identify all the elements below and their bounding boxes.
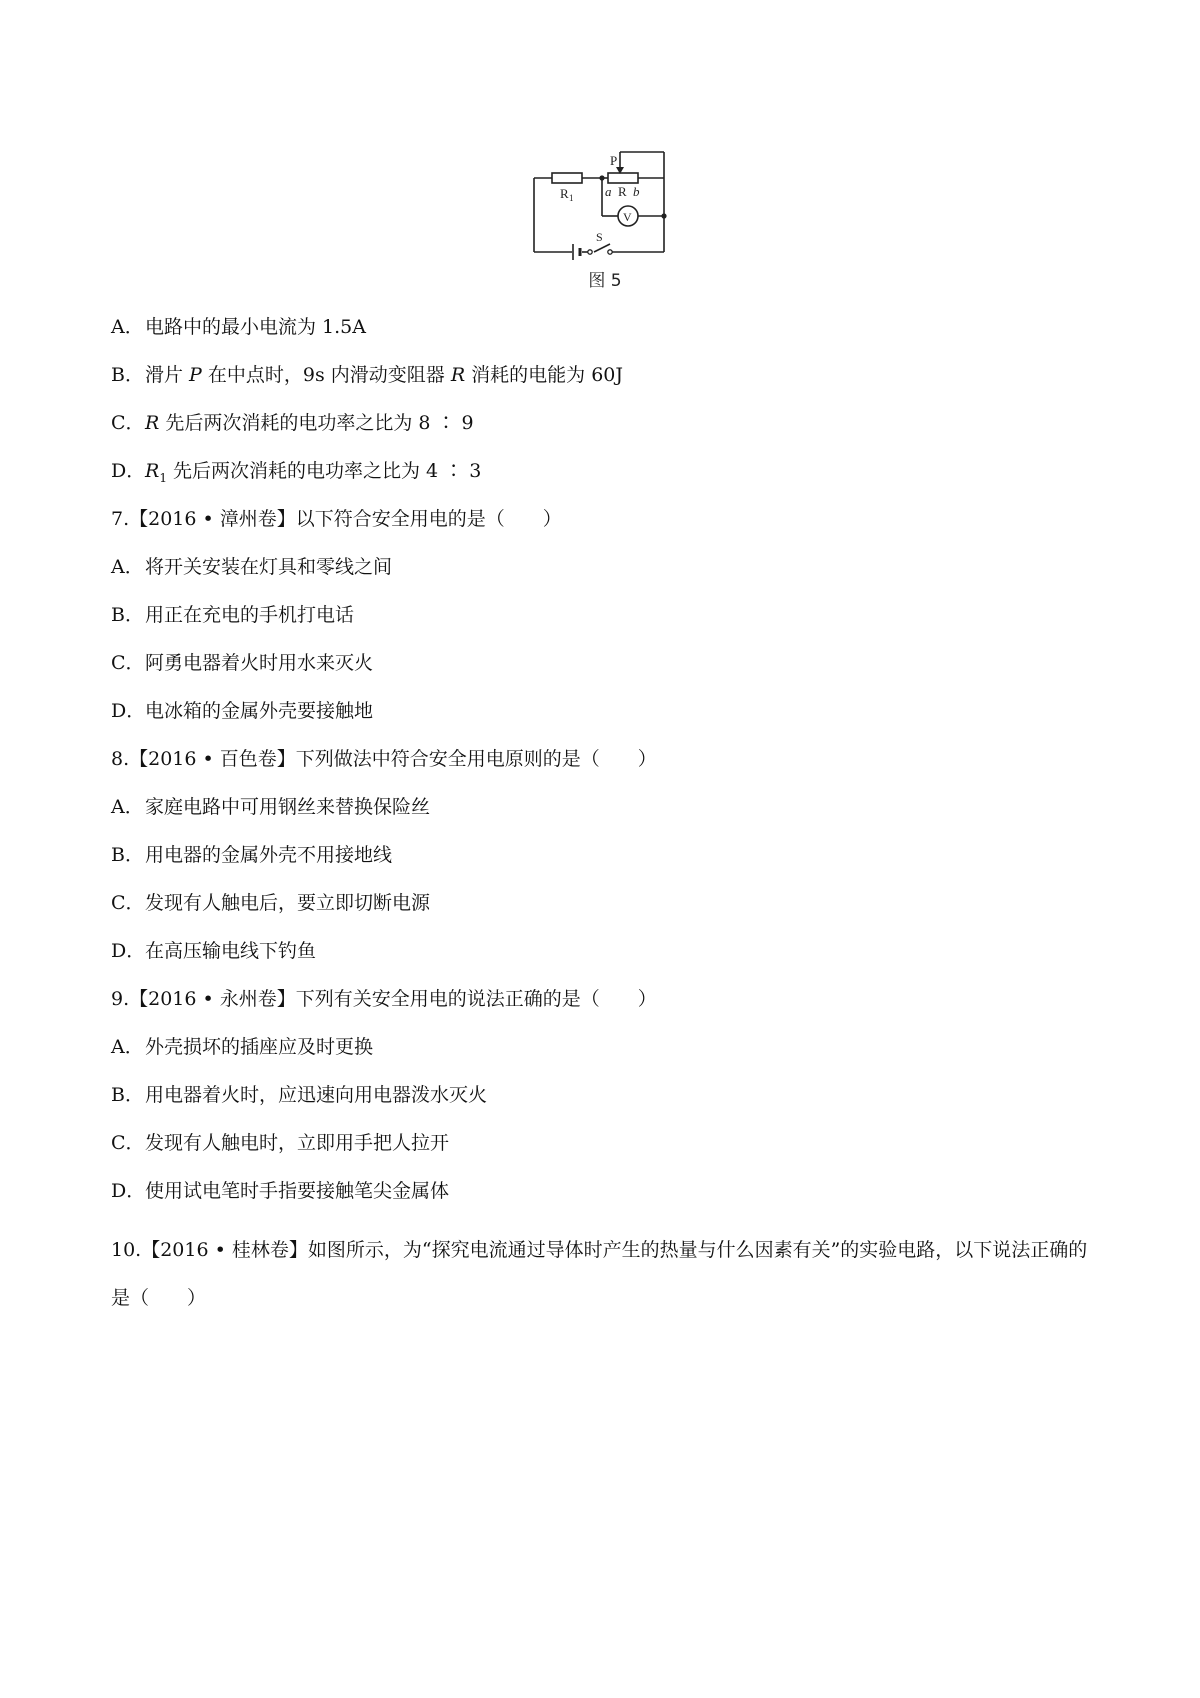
option-text: 电冰箱的金属外壳要接触地	[145, 700, 374, 722]
option-label: B．	[111, 844, 144, 866]
option-text-part: 滑片	[145, 364, 190, 386]
option-label: D．	[111, 700, 146, 722]
q8-option-d	[111, 938, 316, 964]
option-text-part: 先后两次消耗的电功率之比为 8 ∶ 9	[159, 412, 474, 434]
option-text-part: 消耗的电能为 60J	[465, 364, 623, 386]
variable-r: R	[450, 364, 466, 386]
option-label: C．	[111, 1132, 145, 1154]
option-text: 阿勇电器着火时用水来灭火	[145, 652, 374, 674]
label-v: V	[623, 210, 632, 224]
option-label: B．	[111, 1084, 144, 1106]
q8-option-c	[111, 890, 430, 916]
option-label: B．	[111, 364, 144, 386]
option-label: D．	[111, 940, 146, 962]
variable-r1: R	[145, 460, 160, 482]
option-label: A．	[111, 316, 144, 338]
rheostat-r	[608, 173, 638, 183]
option-label: C．	[111, 892, 145, 914]
q8-stem: 8.【2016 • 百色卷】下列做法中符合安全用电原则的是（ ）	[111, 748, 657, 770]
option-text: 在高压输电线下钓鱼	[145, 940, 317, 962]
figure-caption: 图 5	[588, 271, 622, 291]
q6-option-c	[111, 410, 474, 436]
q6-option-b	[111, 362, 623, 388]
option-text: 用电器的金属外壳不用接地线	[145, 844, 393, 866]
label-r1: R	[560, 186, 569, 201]
q7-option-c	[111, 650, 373, 676]
q9-stem: 9.【2016 • 永州卷】下列有关安全用电的说法正确的是（ ）	[111, 988, 657, 1010]
option-label: D．	[111, 460, 146, 482]
option-text-part: 在中点时，9s 内滑动变阻器	[201, 364, 451, 386]
label-b: b	[633, 184, 640, 199]
q9-option-d	[111, 1178, 449, 1204]
option-label: A．	[111, 1036, 144, 1058]
variable-r: R	[145, 412, 160, 434]
q9-option-b	[111, 1082, 487, 1108]
option-text: 发现有人触电后，要立即切断电源	[145, 892, 431, 914]
q7-option-b	[111, 602, 354, 628]
option-label: C．	[111, 412, 145, 434]
label-s: S	[596, 230, 603, 244]
q6-option-a	[111, 314, 366, 340]
option-text: 家庭电路中可用钢丝来替换保险丝	[145, 796, 431, 818]
q9-option-a	[111, 1034, 373, 1060]
option-text: 将开关安装在灯具和零线之间	[145, 556, 393, 578]
option-label: A．	[111, 796, 144, 818]
option-text: 用电器着火时，应迅速向用电器泼水灭火	[145, 1084, 488, 1106]
option-label: D．	[111, 1180, 146, 1202]
label-r1-sub: 1	[569, 193, 574, 203]
q10-stem: 10.【2016 • 桂林卷】如图所示，为“探究电流通过导体时产生的热量与什么因素有关”的实验电路，以下说法正确的是（ ）	[111, 1239, 1088, 1309]
q7-stem: 7.【2016 • 漳州卷】以下符合安全用电的是（ ）	[111, 508, 562, 530]
option-text: 外壳损坏的插座应及时更换	[145, 1036, 374, 1058]
circuit-figure	[530, 148, 680, 291]
q7-option-a	[111, 554, 392, 580]
option-text: 发现有人触电时，立即用手把人拉开	[145, 1132, 450, 1154]
label-r: R	[618, 184, 627, 199]
q7-option-d	[111, 698, 373, 724]
variable-r1-sub: 1	[159, 470, 167, 485]
label-p: P	[610, 153, 618, 168]
option-text-part: 先后两次消耗的电功率之比为 4 ∶ 3	[166, 460, 482, 482]
label-a: a	[605, 184, 612, 199]
option-text: 使用试电笔时手指要接触笔尖金属体	[145, 1180, 450, 1202]
option-text: 电路中的最小电流为 1.5A	[145, 316, 366, 338]
switch-icon	[588, 250, 592, 254]
q6-option-d	[111, 458, 481, 484]
q8-option-b	[111, 842, 392, 868]
circuit-diagram	[530, 148, 680, 263]
variable-p: P	[189, 364, 202, 386]
option-label: B．	[111, 604, 144, 626]
option-text: 用正在充电的手机打电话	[145, 604, 355, 626]
resistor-r1	[552, 173, 582, 183]
option-label: C．	[111, 652, 145, 674]
option-label: A．	[111, 556, 144, 578]
q9-option-c	[111, 1130, 449, 1156]
q8-option-a	[111, 794, 430, 820]
